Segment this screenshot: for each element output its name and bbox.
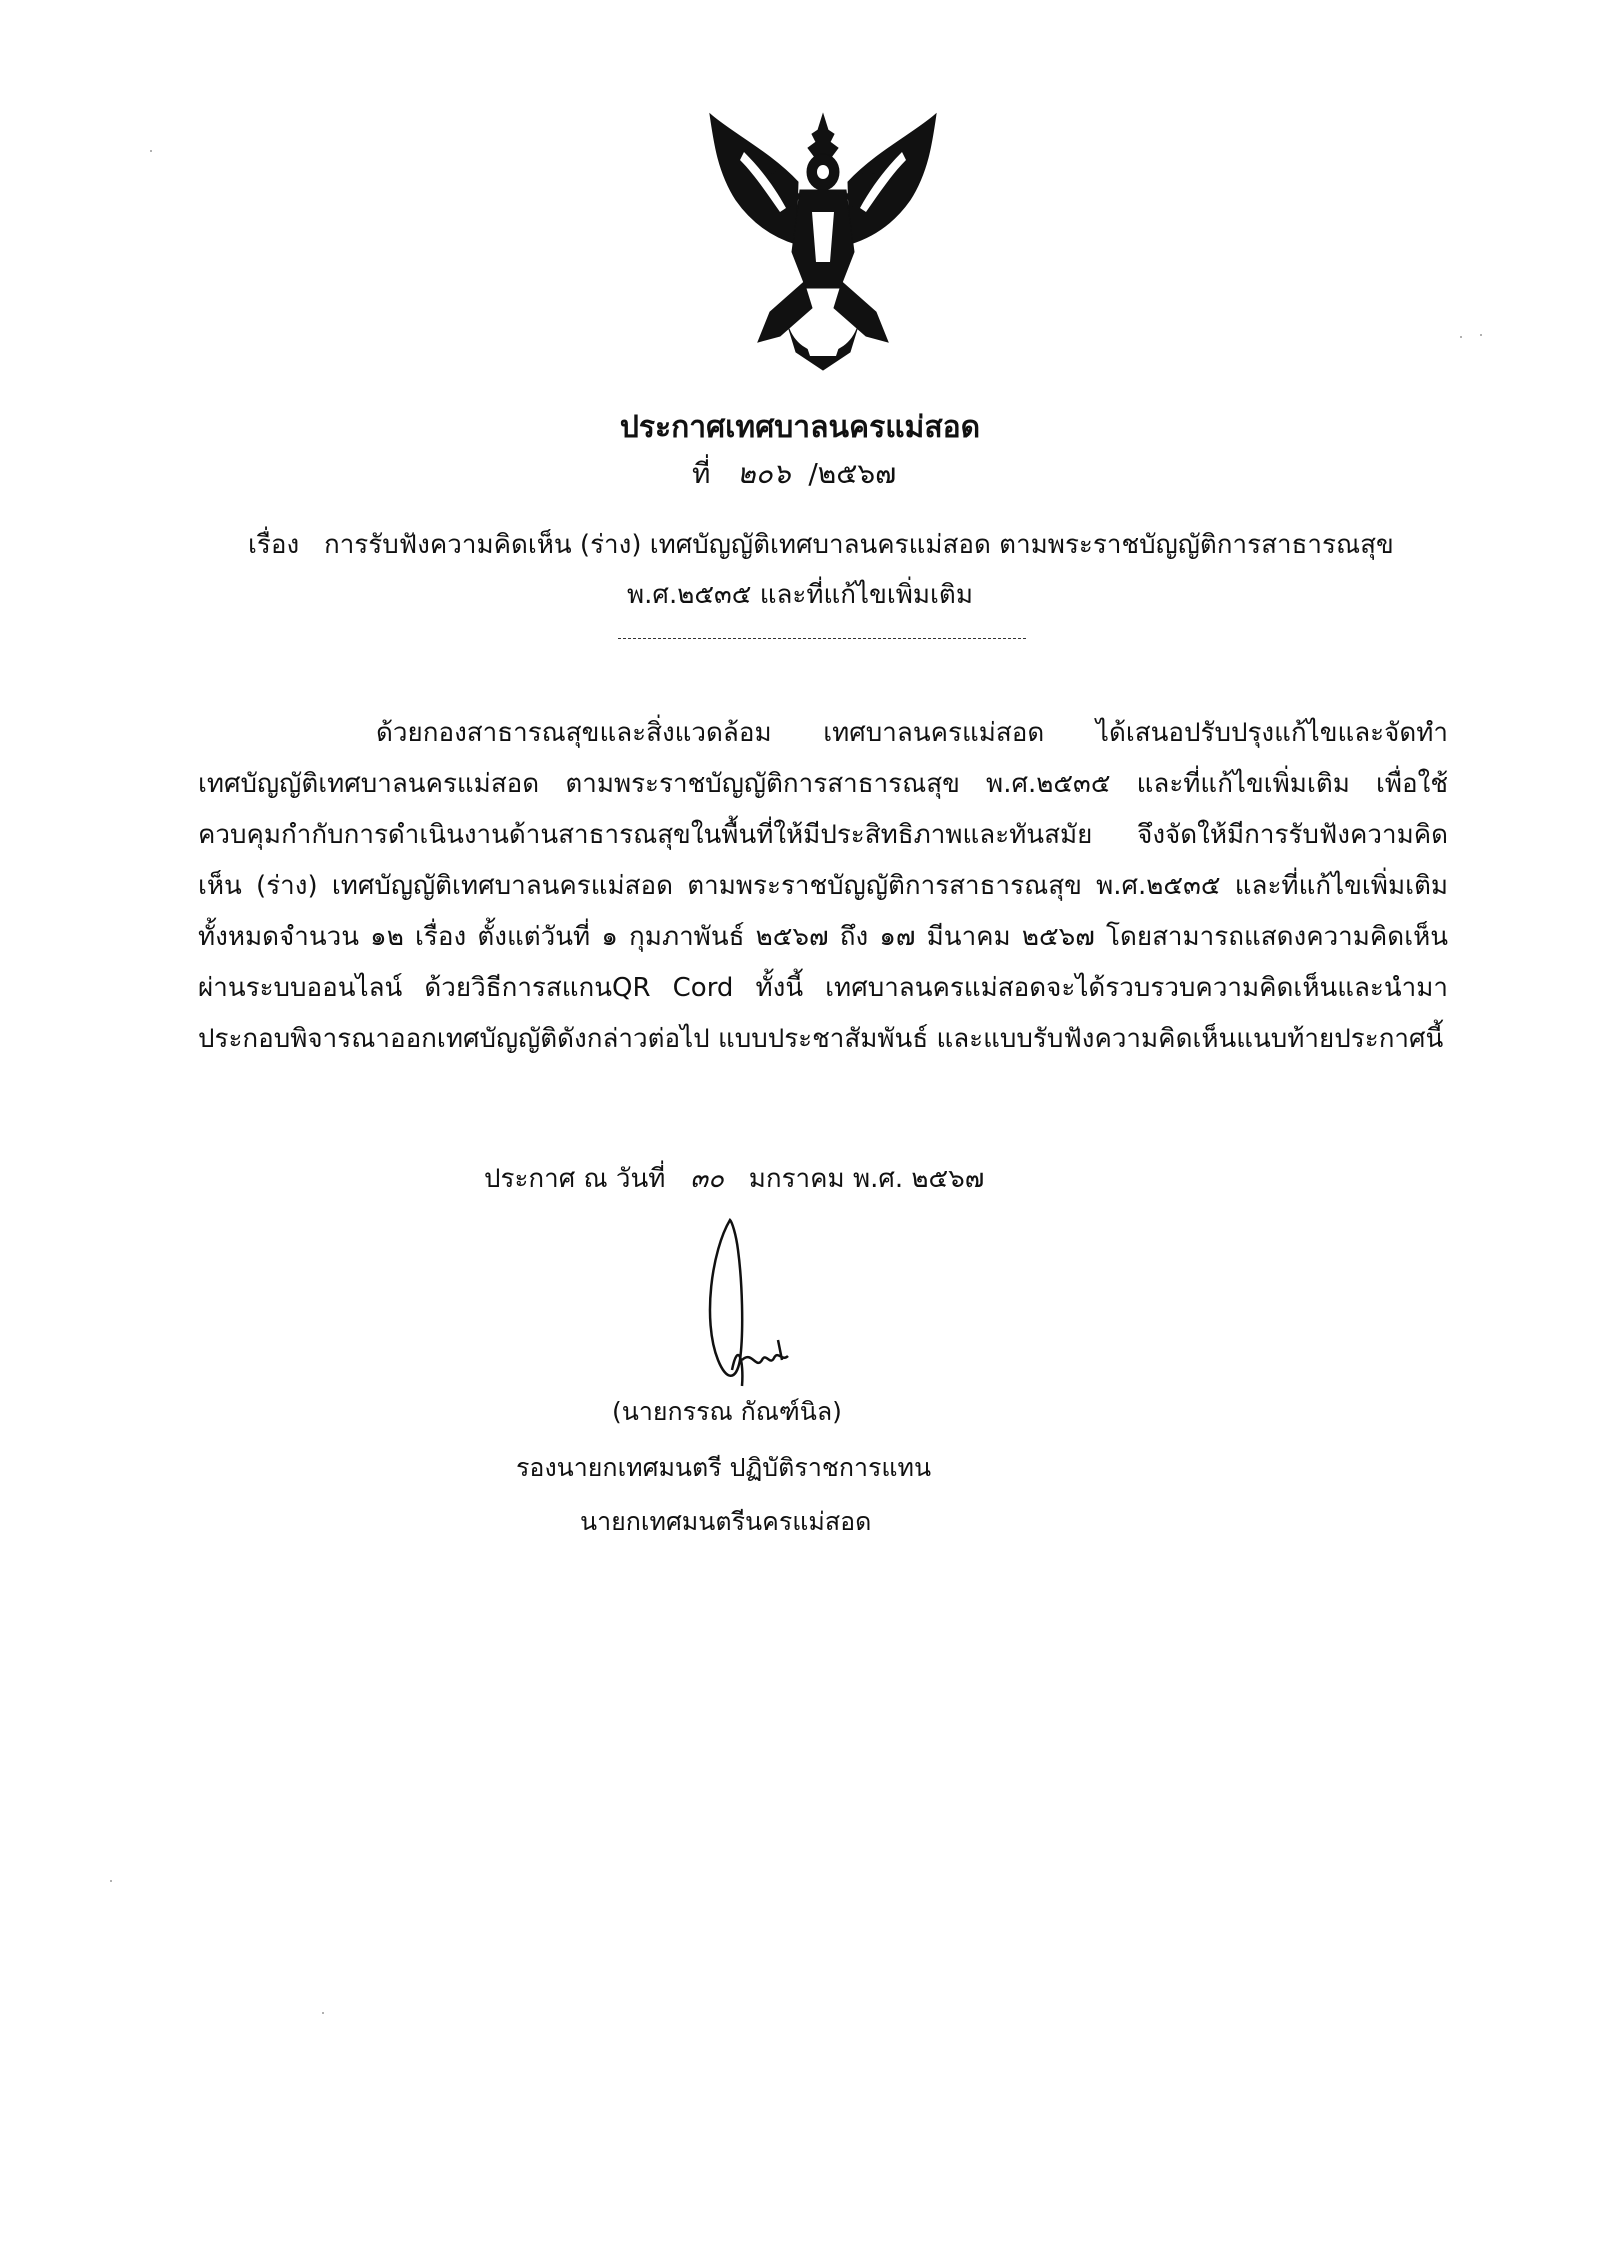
number-prefix: ที่	[692, 457, 711, 490]
handwritten-signature-icon	[682, 1210, 832, 1410]
scan-speck	[150, 150, 152, 152]
document-title: ประกาศเทศบาลนครแม่สอด	[619, 410, 981, 445]
scan-speck	[1480, 334, 1482, 336]
subject-label: เรื่อง	[248, 530, 300, 560]
number-handwritten: ๒๐๖	[737, 457, 791, 490]
body-text: ด้วยกองสาธารณสุขและสิ่งแวดล้อม เทศบาลนครแม่สอด ได้เสนอปรับปรุงแก้ไขและจัดทำเทศบัญญัติเทศบาลนครแม่สอด ตามพระราชบัญญัติการสาธารณสุข พ.ศ.๒๕๓๕ และที่แก้ไขเพิ่มเติม เพื่อใช้ควบคุมกำกับการดำเนินงานด้านสาธารณสุขในพื้นที่ให้มีประสิทธิภาพและทันสมัย จึงจัดให้มีการรับฟังความคิดเห็น (ร่าง) เทศบัญญัติเทศบาลนครแม่สอด ตามพระราชบัญญัติการสาธารณสุข พ.ศ.๒๕๓๕ และที่แก้ไขเพิ่มเติม ทั้งหมดจำนวน ๑๒ เรื่อง ตั้งแต่วันที่ ๑ กุมภาพันธ์ ๒๕๖๗ ถึง ๑๗ มีนาคม ๒๕๖๗ โดยสามารถแสดงความคิดเห็นผ่านระบบออนไลน์ ด้วยวิธีการสแกนQR Cord ทั้งนี้ เทศบาลนครแม่สอดจะได้รวบรวบความคิดเห็นและนำมาประกอบพิจารณาออกเทศบัญญัติดังกล่าวต่อไป แบบประชาสัมพันธ์ และแบบรับฟังความคิดเห็นแนบท้ายประกาศนี้	[198, 718, 1448, 1054]
signatory-position-2: นายกเทศมนตรีนครแม่สอด	[580, 1507, 872, 1536]
divider	[618, 638, 1026, 639]
signatory-name: (นายกรรณ กัณฑ์นิล)	[612, 1397, 842, 1426]
date-day-handwritten: ๓๐	[690, 1164, 724, 1194]
announcement-date	[484, 1158, 984, 1199]
document-number	[692, 452, 896, 496]
subject-line-2: พ.ศ.๒๕๓๕ และที่แก้ไขเพิ่มเติม	[627, 580, 973, 610]
subject-text-1: การรับฟังความคิดเห็น (ร่าง) เทศบัญญัติเทศบาลนครแม่สอด ตามพระราชบัญญัติการสาธารณสุข	[323, 530, 1394, 560]
body-paragraph	[198, 708, 1448, 1065]
scan-speck	[322, 2012, 324, 2014]
date-prefix: ประกาศ ณ วันที่	[484, 1164, 666, 1194]
subject-line-1	[248, 524, 1394, 565]
signatory-position-1: รองนายกเทศมนตรี ปฏิบัติราชการแทน	[516, 1453, 932, 1482]
number-year: /๒๕๖๗	[808, 457, 897, 490]
garuda-emblem-icon	[700, 112, 946, 374]
date-month-year: มกราคม พ.ศ. ๒๕๖๗	[748, 1164, 985, 1194]
scan-speck	[1460, 336, 1462, 338]
scan-speck	[110, 1880, 112, 1882]
